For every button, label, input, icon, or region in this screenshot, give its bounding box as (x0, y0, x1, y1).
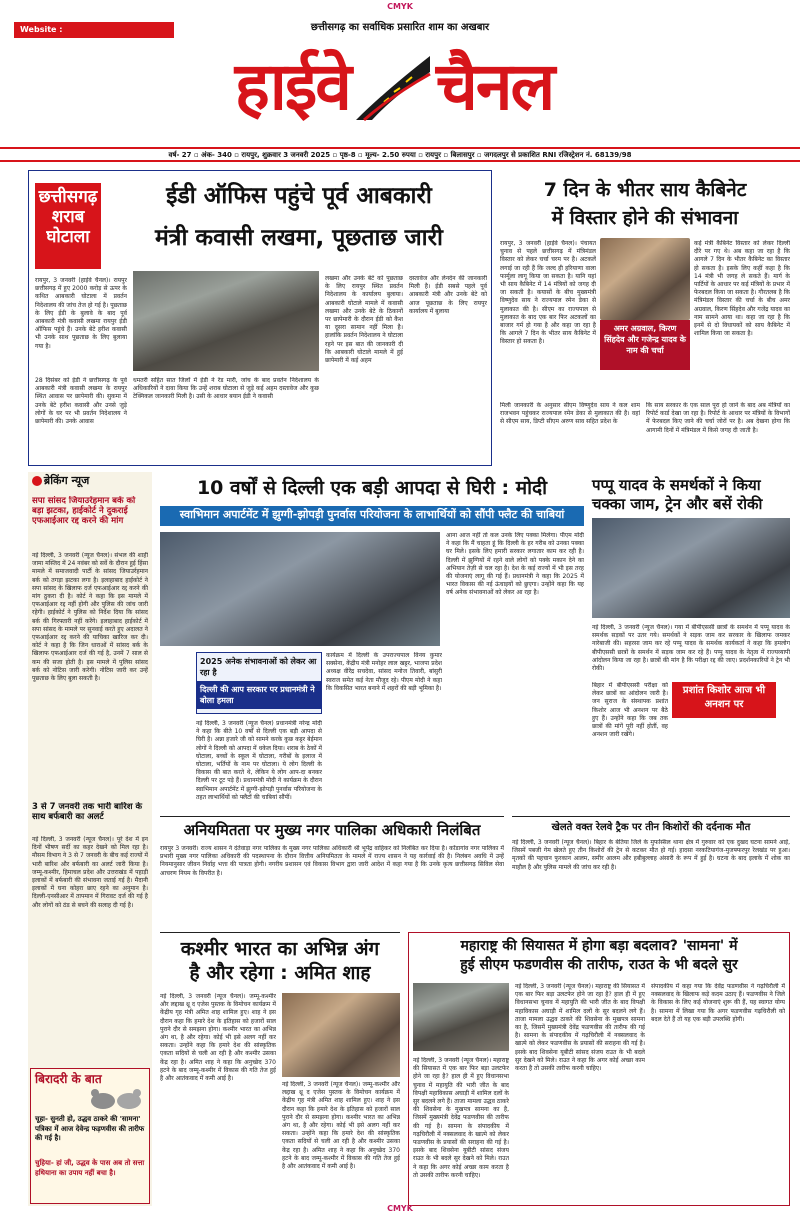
pappu-photo (592, 518, 790, 618)
municipal-headline[interactable]: अनियमितता पर मुख्य नगर पालिका अधिकारी निलंबित (183, 821, 481, 839)
cabinet-col-1b: मिली जानकारी के अनुसार सीएम विष्णुदेव साय ने कल शाम राजभवन पहुंचकर राज्यपाल रमेन डेका से मुलाकात की है। वहां से सीएम साय, डिप्टी सीएम अरुण साव सहित प्रदेश के (500, 402, 640, 426)
pappu-body2: बिहार में बीपीएससी परीक्षा को लेकर छात्रों का आंदोलन जारी है। जन सुराज के संस्थापक प्रशांत किशोर आज भी अनशन पर बैठे हुए हैं। उन्होंने कहा कि जब तक छात्रों की मांगें पूरी नहीं होतीं, वह अनशन जारी रखेंगे। (592, 682, 668, 739)
ed-photo (133, 271, 319, 371)
ed-headline-1[interactable]: ईडी ऑफिस पहुंचे पूर्व आबकारी (166, 183, 432, 209)
kashmir-story (160, 932, 400, 1206)
tagline: छत्तीसगढ़ का सर्वाधिक प्रसारित शाम का अखबार (310, 22, 490, 33)
railway-headline[interactable]: खेलते वक्त रेलवे ट्रैक पर तीन किशोरों की दर्दनाक मौत (551, 822, 751, 833)
modi-headline[interactable]: 10 वर्षों से दिल्ली एक बड़ी आपदा से घिरी : मोदी (196, 477, 548, 499)
website-banner[interactable]: Website : www.highwaychannel.in (14, 22, 174, 38)
modi-inset (196, 652, 322, 714)
cabinet-headline-2[interactable]: में विस्तार होने की संभावना (551, 207, 739, 229)
cabinet-col-1: रायपुर, 3 जनवरी (हाईवे चैनल)। पंचायत चुनाव से पहले छत्तीसगढ़ में मंत्रिमंडल विस्तार को लेकर चर्चा चरम पर है। अटकलें लगाई जा रही हैं कि जल्द ही हरियाणा वाला फार्मूला लागू किया जा सकता है। यानि यहां भी साय कैबिनेट में 14 मंत्रियों को जगह दी जा सकती है। कयासों के बीच मुख्यमंत्री विष्णुदेव साय ने राज्यपाल रमेन डेका से मुलाकात की है। सीएम का राज्यपाल से मुलाकात के बाद एक बार फिर अटकलों का बाजार गर्म हो गया है और कहा जा रहा है कि आगले 7 दिन के भीतर साय कैबिनेट में विस्तार हो सकता है। (500, 240, 596, 346)
ed-col-4: दस्तावेज और लेनदेन की जानकारी मिली है। ईडी सबसे पहले पूर्व आबकारी मंत्री और उनके बेटे को आज पूछताछ के लिए रायपुर कार्यालय में बुलाया (409, 275, 487, 315)
maharashtra-body-side: नई दिल्ली, 3 जनवरी (न्यूज चैनल)। महाराष्ट्र की सियासत में एक बार फिर बड़ा उलटफेर होने जा रहा है? हाल ही में हुए विधानसभा चुनाव में महायुति की भारी जीत के बाद विपक्षी महाविकास अघाड़ी में शामिल दलों के सुर बदलने लगे हैं। ताजा मामला उद्धव ठाकरे की शिवसेना के मुखपत्र सामना का है, जिसमें मुख्यमंत्री देवेंद्र फडणवीस की तारीफ की गई है। सामना के संपादकीय में गढ़चिरौली में नक्सलवाद के खात्मे को लेकर फडणवीस के प्रयासों की सराहना की गई है। इसके बाद शिवसेना यूबीटी सांसद संजय राउत के भी बदले सुर देखने को मिले। राउत ने कहा कि अगर कोई अच्छा काम करता है तो उसकी तारीफ करनी चाहिए। (413, 1057, 509, 1179)
dateline: वर्ष- 27 ▫ अंक- 340 ▫ रायपुर, शुक्रवार 3 जनवरी 2025 ▫ पृष्ठ-8 ▫ मूल्य- 2.50 रुपया ▫ रायपुर ▫ बिलासपुर ▫ जगदलपुर से प्रकाशित RNI रजिस्ट्रेशन नं. 68139/98 (0, 147, 800, 162)
breaking-news-title: ब्रेकिंग न्यूज (32, 474, 148, 492)
modi-col-1: नई दिल्ली, 3 जनवरी (न्यूज चैनल) प्रधानमंत्री नरेन्द्र मोदी ने कहा कि बीते 10 वर्षों से दिल्ली एक बड़ी आपदा से घिरी है। अन्ना हजारे जी को सामने करके कुछ कट्टर बेईमान लोगों ने दिल्ली को आपदा में धकेल दिया। शराब के ठेकों में घोटाला, बच्चों के स्कूल में घोटाला, गरीबों के इलाज में घोटाला, भर्तियों के नाम पर घोटाला। ये लोग दिल्ली के विकास की बात करते थे, लेकिन ये लोग आप-दा बनकर दिल्ली पर टूट पड़े हैं। प्रधानमंत्री मोदी ने कार्यक्रम के दौरान स्वाभिमान अपार्टमेंट में झुग्गी-झोपड़ी पुनर्वास परियोजना के तहत लाभार्थियों को फ्लैटों की चाबियां सौंपीं। (196, 720, 322, 801)
sidebar-item1-body: नई दिल्ली, 3 जनवरी (न्यूज चैनल)। संभल की शाही जामा मस्जिद में 24 नवंबर को सर्वे के दौरान हुई हिंसा मामले में समाजवादी पार्टी के सांसद जियाउर्रहमान बर्क को तगड़ा झटका लगा है। इलाहाबाद हाईकोर्ट ने सपा सांसद के खिलाफ दर्ज एफआईआर रद्द करने की मांग ठुकरा दी है। कोर्ट ने कहा कि इस मामले में एफआईआर रद्द नहीं होगी और पुलिस की जांच जारी रहेगी। हाईकोर्ट ने पुलिस को निर्देश दिया कि सांसद बर्क की गिरफ्तारी नहीं करेंगे। इलाहाबाद हाईकोर्ट में सपा सांसद के मामले पर सुनवाई करते हुए अदालत ने एफआईआर रद्द करने की याचिका खारिज कर दी। कोर्ट ने कहा है कि जिन धाराओं में सांसद बर्क के खिलाफ एफआईआर दर्ज की गई है, उनमें 7 साल से कम की सजा होती है। इस मामले में पुलिस सांसद बर्क को नोटिस जारी करेगी। नोटिस जारी कर उन्हें पूछताछ के लिए बुला सकती है। (32, 552, 148, 683)
liquor-scam-label: छत्तीसगढ़ शराब घोटाला (35, 183, 101, 269)
municipal-body: रायपुर 3 जनवरी। राज्य शासन ने दंतेवाड़ा नगर पालिका के मुख्य नगर पालिका अधिकारी श्री भूपेंद्र वाहिकर को निलंबित कर दिया है। कोंडागांव नगर पालिका में प्रभारी मुख्य नगर पालिका अधिकारी की पदस्थापना के दौरान वित्तीय अनियमितता के मामले में राज्य शासन ने यह कार्रवाई की है। निलंबन अवधि में उन्हें नियमानुसार जीवन निर्वाह भत्ता की पात्रता होगी। नगरीय प्रशासन एवं विकास विभाग द्वारा जारी आदेश में कहा गया है कि उनके कृत्य छत्तीसगढ़ सिविल सेवा आचरण नियम के विपरीत है। (160, 845, 504, 877)
cabinet-photo (600, 238, 690, 320)
ed-headline-2[interactable]: मंत्री कवासी लखमा, पूछताछ जारी (155, 225, 443, 251)
maharashtra-body2: संपादकीय में कहा गया कि देवेंद्र फडणवीस ने गढ़चिरौली में नक्सलवाद के खिलाफ कड़े कदम उठाए हैं। फडणवीस ने जिले के विकास के लिए कई योजनाएं शुरू की हैं, यह स्वागत योग्य है। सामना में लिखा गया कि अगर फडणवीस गढ़चिरौली को बदल देते हैं तो यह एक बड़ी उपलब्धि होगी। (651, 983, 785, 1023)
cabinet-col-2b: कि साय सरकार के एक साल पूरा हो जाने के बाद अब मंत्रियों का रिपोर्ट कार्ड देखा जा रहा है। रिपोर्ट के आधार पर मंत्रियों के विभागों में फेरबदल किए जाने की चर्चा जोरों पर है। अब देखना होगा कि आगामी दिनों में मंत्रिमंडल में किसे जगह दी जाती है। (646, 402, 790, 434)
cabinet-photo-caption: अमर अग्रवाल, किरण सिंहदेव और गजेन्द्र यादव के नाम की चर्चा (600, 320, 690, 370)
masthead (200, 40, 600, 132)
cartoon-title: बिरादरी के बात (35, 1072, 102, 1086)
cmyk-mark-bottom: CMYK (387, 1204, 413, 1213)
ed-col-1b: 28 दिसंबर को ईडी ने छत्तीसगढ़ के पूर्व आबकारी मंत्री कवासी लखमा के रायपुर स्थित आवास पर छापेमारी की। सुकमा में उनके बेटे हरीश कवासी और उनसे जुड़े लोगों के घर पर भी प्रवर्तन निदेशालय ने छापेमारी की। उनके आवास (35, 377, 127, 426)
amit-shah-photo (282, 993, 400, 1077)
cartoon-line2: चुहिया- हां जी, उद्धव के पास अब तो सत्ता हथियाना का उपाय नहीं बचा है। (35, 1159, 145, 1177)
cartoon-box (30, 1068, 150, 1204)
maharashtra-body: नई दिल्ली, 3 जनवरी (न्यूज चैनल)। महाराष्ट्र की सियासत में एक बार फिर बड़ा उलटफेर होने जा रहा है? हाल ही में हुए विधानसभा चुनाव में महायुति की भारी जीत के बाद विपक्षी महाविकास अघाड़ी में शामिल दलों के सुर बदलने लगे हैं। ताजा मामला उद्धव ठाकरे की शिवसेना के मुखपत्र सामना का है, जिसमें मुख्यमंत्री देवेंद्र फडणवीस की तारीफ की गई है। सामना के संपादकीय में गढ़चिरौली में नक्सलवाद के खात्मे को लेकर फडणवीस के प्रयासों की सराहना की गई है। इसके बाद शिवसेना यूबीटी सांसद संजय राउत के भी बदले सुर देखने को मिले। राउत ने कहा कि अगर कोई अच्छा काम करता है तो उसकी तारीफ करनी चाहिए। (515, 983, 645, 1073)
municipal-story (160, 816, 504, 928)
modi-inset-2: दिल्ली की आप सरकार पर प्रधानमंत्री ने बोला हमला (197, 681, 321, 709)
cmyk-mark-top: CMYK (387, 2, 413, 11)
maharashtra-photo (413, 983, 509, 1051)
maharashtra-story-box (408, 932, 790, 1206)
pappu-story (592, 476, 790, 812)
kashmir-body-1: नई दिल्ली, 3 जनवरी (न्यूज चैनल)। जम्मू-कश्मीर और लद्दाख थ्रू द एजेस पुस्तक के विमोचन कार्यक्रम में केंद्रीय गृह मंत्री अमित शाह शामिल हुए। शाह ने इस दौरान कहा कि हमारे देश के इतिहास को हजारों साल पुराने दौर से समझना होगा। कश्मीर भारत का अभिन्न अंग था, है और रहेगा। कोई भी इसे अलग नहीं कर सकता। उन्होंने कहा कि हमारे देश की सांस्कृतिक एकता सदियों से चली आ रही है और कश्मीर उसका केंद्र रहा है। अमित शाह ने कहा कि अनुच्छेद 370 हटने के बाद जम्मू-कश्मीर में विकास की गति तेज हुई है और आतंकवाद में कमी आई है। (160, 993, 276, 1083)
modi-col-2: कार्यक्रम में दिल्ली के उपराज्यपाल विनय कुमार सक्सेना, केंद्रीय मंत्री मनोहर लाल खट्टर, भाजपा प्रदेश अध्यक्ष वीरेंद्र सचदेवा, सांसद मनोज तिवारी, बांसुरी स्वराज समेत कई नेता मौजूद रहे। पीएम मोदी ने कहा कि विकसित भारत बनाने में शहरों की बड़ी भूमिका है। (326, 652, 442, 692)
breaking-news-sidebar (28, 472, 152, 1206)
road-logo-icon (354, 52, 432, 122)
ed-col-1: रायपुर, 3 जनवरी (हाईवे चैनल)। रायपुर छत्तीसगढ़ में हुए 2000 करोड़ से ऊपर के कथित आबकारी घोटाला में प्रवर्तन निदेशालय की जांच तेज हो गई है। पूछताछ के लिए ईडी के बुलावे के बाद पूर्व आबकारी मंत्री कवासी लखमा रायपुर ईडी ऑफिस पहुंचे हैं। उनके बेटे हरीश कवासी भी उनके साथ पूछताछ के लिए बुलाया गया है। (35, 277, 127, 350)
railway-story (512, 816, 790, 928)
kashmir-headline-1[interactable]: कश्मीर भारत का अभिन्न अंग (180, 938, 380, 960)
kashmir-headline-2[interactable]: है और रहेगा : अमित शाह (189, 962, 371, 984)
cabinet-col-2: कई मंत्री कैबिनेट विस्तार को लेकर दिल्ली दौरे पर गए थे। अब कहा जा रहा है कि आगले 7 दिन के भीतर कैबिनेट का विस्तार हो सकता है। इसके लिए कहीं कहा है कि 14 मंत्री भी जगह ले सकते हैं। मार्ग के पार्टियों के आधार पर कई मंत्रियों के प्रभार में फेरबदल किया जा सकता है। गौरतलब है कि मंत्रिमंडल विस्तार की चर्चा के बीच अमर अग्रवाल, किरण सिंहदेव और गजेंद्र यादव का नाम सामने आया था। कहा जा रहा है कि इनमें से दो विधायकों को साय कैबिनेट में शामिल किया जा सकता है। (694, 240, 790, 338)
sidebar-item1-headline[interactable]: सपा सांसद जियाउर्रहमान बर्क को बड़ा झटका, हाईकोर्ट ने दुकराई एफआईआर रद्द करने की मांग (32, 496, 136, 526)
cabinet-headline-1[interactable]: 7 दिन के भीतर साय कैबिनेट (543, 179, 747, 201)
breaking-news-icon (32, 476, 42, 486)
pappu-tag: प्रशांत किशोर आज भी अनशन पर (672, 682, 776, 718)
modi-photo (160, 532, 440, 646)
pappu-headline[interactable]: पप्पू यादव के समर्थकों ने किया चक्का जाम, ट्रेन और बसें रोकी (592, 476, 763, 513)
modi-story (160, 476, 584, 812)
sidebar-item2-body: नई दिल्ली, 3 जनवरी (न्यूज चैनल)। पूरे देश में इन दिनों भीषण सर्दी का कहर देखने को मिल रहा है। मौसम विभाग ने 3 से 7 जनवरी के बीच कई राज्यों में भारी बारिश और बर्फबारी का अलर्ट जारी किया है। जम्मू-कश्मीर, हिमाचल प्रदेश और उत्तराखंड में पहाड़ी इलाकों में बर्फबारी की संभावना जताई गई है। मैदानी इलाकों में घना कोहरा छाए रहने का अनुमान है। दिल्ली-एनसीआर में तापमान में गिरावट दर्ज की गई है और लोगों को ठंड से बचने की सलाह दी गई है। (32, 836, 148, 909)
modi-col-3: आना आज नहीं तो कल उनके लिए पक्का मिलेगा। पीएम मोदी ने कहा कि मैं चाहता हूं कि दिल्ली के हर गरीब को उनका पक्का घर मिले। इसके लिए हमारी सरकार लगातार काम कर रही है। दिल्ली में झुग्गियों में रहने वाले लोगों को पक्के मकान देने का अभियान तेज़ी से चल रहा है। देश के कई राज्यों में भी इस तरह की योजनाएं लागू की गई हैं। प्रधानमंत्री ने कहा कि 2025 में भारत विकास की नई ऊंचाइयों को छुएगा। उन्होंने कहा कि यह वर्ष अनेक संभावनाओं को लेकर आ रहा है। (446, 532, 584, 597)
modi-inset-1: 2025 अनेक संभावनाओं को लेकर आ रहा है (200, 657, 317, 677)
mouse-cartoon-icon (85, 1085, 145, 1111)
ed-col-3: लखमा और उनके बेटे को पूछताछ के लिए रायपुर स्थित प्रवर्तन निदेशालय के कार्यालय बुलाया। आबकारी घोटाले मामले में कवासी लखमा और उनके बेटे के ठिकानों पर छापेमारी के दौरान ईडी को कैश या दूसरा सामान नहीं मिला है। हालांकि प्रवर्तन निदेशालय ने घोटाला रहने पर इस बात की जानकारी दी कि आबकारी घोटाले मामले में हुई छापेमारी में कई अहम (325, 275, 403, 365)
railway-body: नई दिल्ली, 3 जनवरी (न्यूज चैनल)। बिहार के बेतिया जिले के मुफस्सिल थाना क्षेत्र में गुरुवार को एक दुखद घटना सामने आई, जिसमें पबजी गेम खेलते हुए तीन किशोरों की ट्रेन से कटकर मौत हो गई। हादसा नरकटियागंज-मुजफ्फरपुर रेलखंड पर हुआ। मृतकों की पहचान फुरकान आलम, समीर आलम और हबीबुल्लाह अंसारी के रूप में हुई है। घटना के बाद इलाके में शोक का माहौल है और पुलिस मामले की जांच कर रही है। (512, 839, 790, 871)
masthead-right: चैनल (436, 47, 554, 125)
maharashtra-headline-2[interactable]: हुई सीएम फडणवीस की तारीफ, राउत के भी बदले सुर (460, 957, 738, 973)
masthead-left: हाईवे (234, 47, 350, 125)
kashmir-body-2: नई दिल्ली, 3 जनवरी (न्यूज चैनल)। जम्मू-कश्मीर और लद्दाख थ्रू द एजेस पुस्तक के विमोचन कार्यक्रम में केंद्रीय गृह मंत्री अमित शाह शामिल हुए। शाह ने इस दौरान कहा कि हमारे देश के इतिहास को हजारों साल पुराने दौर से समझना होगा। कश्मीर भारत का अभिन्न अंग था, है और रहेगा। कोई भी इसे अलग नहीं कर सकता। उन्होंने कहा कि हमारे देश की सांस्कृतिक एकता सदियों से चली आ रही है और कश्मीर उसका केंद्र रहा है। अमित शाह ने कहा कि अनुच्छेद 370 हटने के बाद जम्मू-कश्मीर में विकास की गति तेज हुई है और आतंकवाद में कमी आई है। (282, 1081, 400, 1171)
cartoon-line1: चूहा- सुनती हो, उद्धव ठाकरे की 'सामना' पत्रिका में आज देवेन्द्र फड़णवीस की तारीफ की गई है। (35, 1115, 145, 1142)
modi-banner: स्वाभिमान अपार्टमेंट में झुग्गी-झोपड़ी पुनर्वास परियोजना के लाभार्थियों को सौंपी फ्लैट की चाबियां (160, 506, 584, 526)
cabinet-story (500, 170, 790, 466)
ed-story-box (28, 170, 492, 466)
maharashtra-headline-1[interactable]: महाराष्ट्र की सियासत में होगा बड़ा बदलाव? 'सामना' में (460, 938, 738, 954)
ed-caption: धमतरी सहित सात जिलों में ईडी ने रेड मारी, जांच के बाद प्रवर्तन निदेशालय के अधिकारियों ने दावा किया कि उन्हें शराब घोटाला से जुड़े कई अहम दस्तावेज और कुछ टेक्निकल जानकारी मिली है। उसी के आधार बयान ईडी ने कवासी (133, 377, 319, 401)
sidebar-item2-headline[interactable]: 3 से 7 जनवरी तक भारी बारिश के साथ बर्फबारी का अलर्ट (32, 802, 142, 822)
pappu-body: नई दिल्ली, 3 जनवरी (न्यूज चैनल)। गया में बीपीएससी छात्रों के समर्थन में पप्पू यादव के समर्थक सड़कों पर उतर गये। समर्थकों ने सड़क जाम कर सरकार के खिलाफ जमकर नारेबाजी की। सहरसा जाम कर रहे पप्पू यादव के समर्थक कार्यकर्ता ने कहा कि हमलोग बीपीएससी छात्रों के समर्थन में सड़क जाम कर रहे हैं। पप्पू यादव के नेतृत्व में राज्यव्यापी आंदोलन किया जा रहा है। छात्रों की मांग है कि परीक्षा रद्द की जाए। प्रदर्शनकारियों ने ट्रेन भी रोकी। (592, 624, 790, 673)
